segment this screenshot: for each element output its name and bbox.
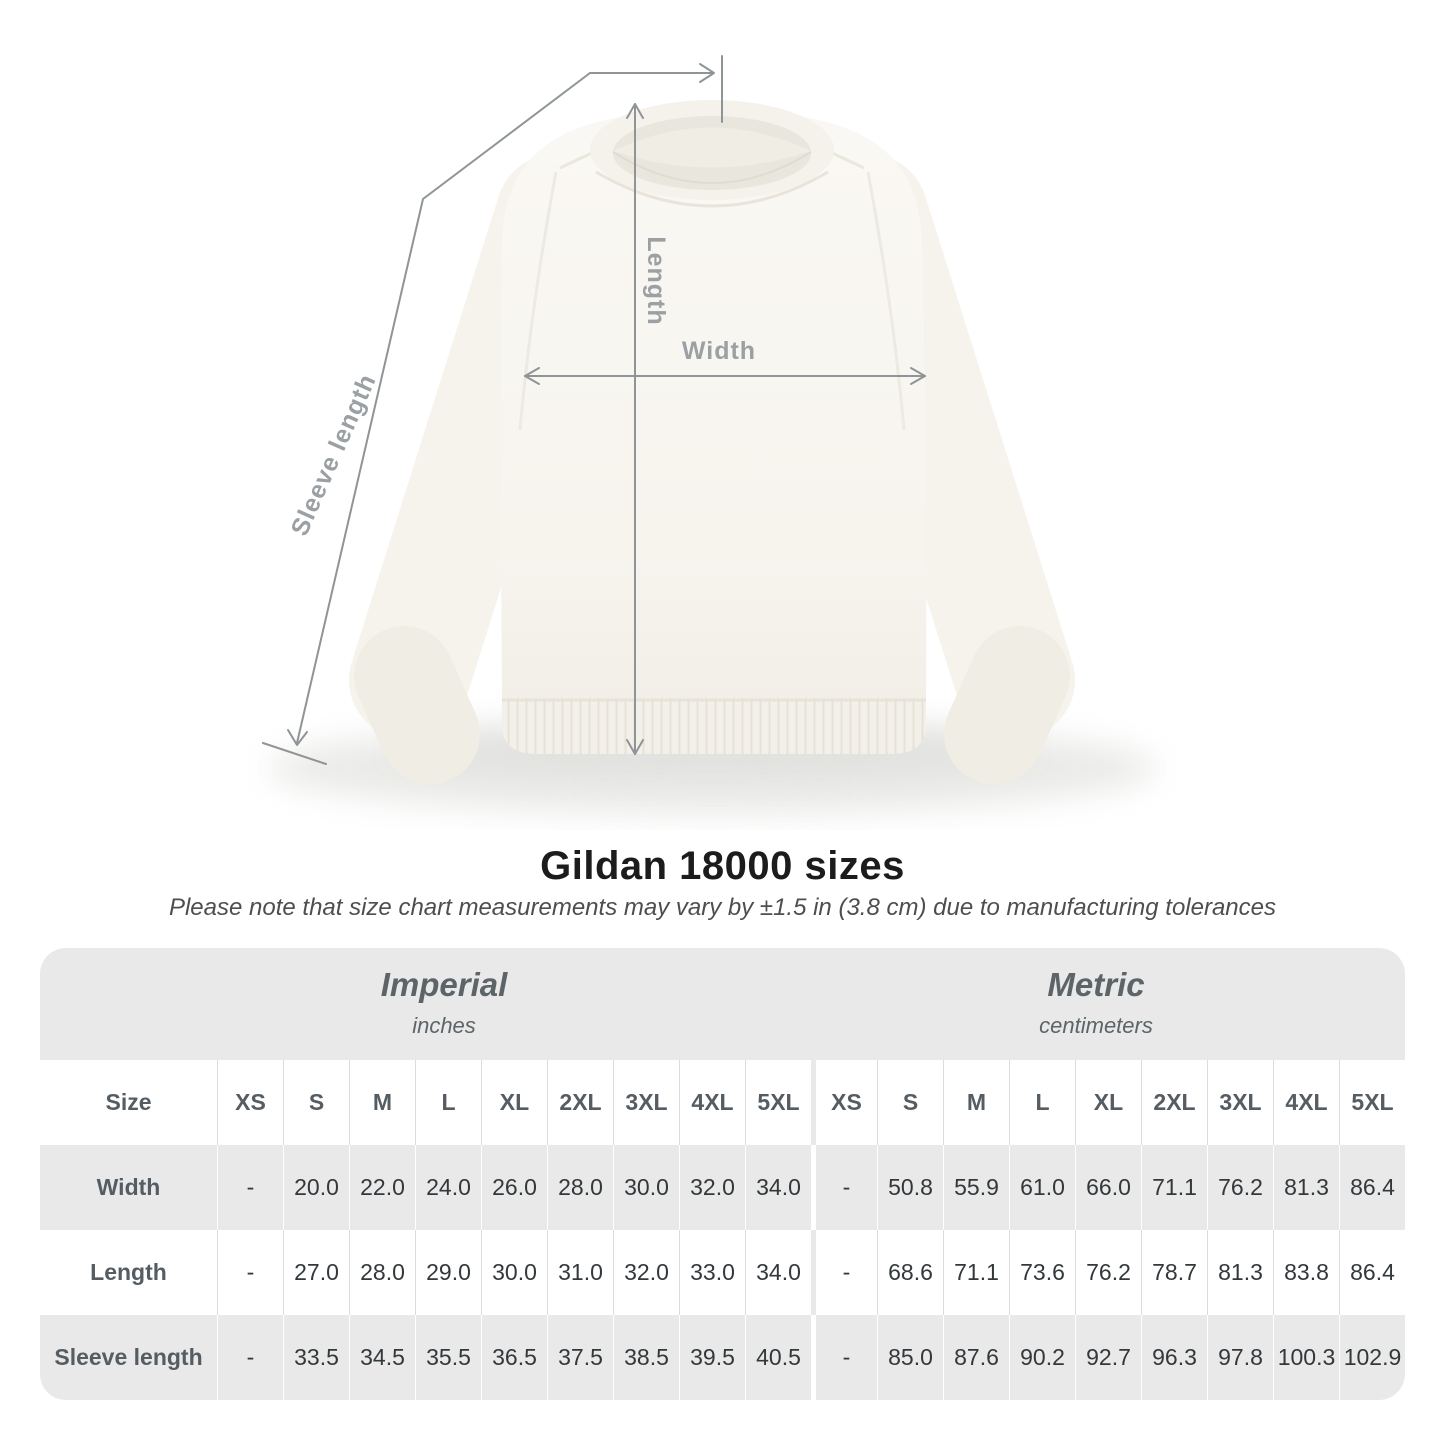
col-header-metric-4xl: 4XL: [1273, 1060, 1339, 1145]
value-cell: 37.5: [547, 1315, 613, 1400]
value-cell: 66.0: [1075, 1145, 1141, 1230]
value-cell: 35.5: [415, 1315, 481, 1400]
table-header-band: [40, 948, 1405, 1060]
col-header-imperial-xl: XL: [481, 1060, 547, 1145]
value-cell: 81.3: [1207, 1230, 1273, 1315]
value-cell: -: [217, 1315, 283, 1400]
size-table: [40, 948, 1405, 1400]
value-cell: 78.7: [1141, 1230, 1207, 1315]
value-cell: -: [811, 1145, 877, 1230]
size-table-grid: [40, 1060, 1405, 1400]
value-cell: 40.5: [745, 1315, 811, 1400]
col-header-imperial-l: L: [415, 1060, 481, 1145]
value-cell: -: [217, 1230, 283, 1315]
value-cell: 55.9: [943, 1145, 1009, 1230]
col-header-metric-xl: XL: [1075, 1060, 1141, 1145]
value-cell: 76.2: [1207, 1145, 1273, 1230]
col-header-imperial-m: M: [349, 1060, 415, 1145]
metric-section-header: [799, 966, 1393, 1039]
imperial-unit: inches: [412, 1013, 476, 1038]
col-header-metric-xs: XS: [811, 1060, 877, 1145]
value-cell: 100.3: [1273, 1315, 1339, 1400]
value-cell: 20.0: [283, 1145, 349, 1230]
col-header-imperial-4xl: 4XL: [679, 1060, 745, 1145]
col-header-imperial-5xl: 5XL: [745, 1060, 811, 1145]
length-label: Length: [642, 236, 670, 326]
value-cell: 76.2: [1075, 1230, 1141, 1315]
value-cell: 22.0: [349, 1145, 415, 1230]
value-cell: 71.1: [943, 1230, 1009, 1315]
value-cell: 36.5: [481, 1315, 547, 1400]
col-header-metric-5xl: 5XL: [1339, 1060, 1405, 1145]
right-cuff: [994, 676, 1020, 734]
value-cell: 30.0: [613, 1145, 679, 1230]
left-cuff: [404, 676, 430, 734]
imperial-section-header: [147, 966, 741, 1039]
value-cell: 71.1: [1141, 1145, 1207, 1230]
value-cell: -: [217, 1145, 283, 1230]
col-header-metric-s: S: [877, 1060, 943, 1145]
value-cell: 33.5: [283, 1315, 349, 1400]
value-cell: 102.9: [1339, 1315, 1405, 1400]
row-label-length: Length: [40, 1230, 217, 1315]
value-cell: 24.0: [415, 1145, 481, 1230]
value-cell: 68.6: [877, 1230, 943, 1315]
value-cell: 32.0: [613, 1230, 679, 1315]
metric-unit: centimeters: [1039, 1013, 1153, 1038]
value-cell: 33.0: [679, 1230, 745, 1315]
value-cell: 29.0: [415, 1230, 481, 1315]
sweatshirt-illustration: [404, 100, 1020, 754]
value-cell: 27.0: [283, 1230, 349, 1315]
value-cell: 39.5: [679, 1315, 745, 1400]
value-cell: -: [811, 1315, 877, 1400]
value-cell: 86.4: [1339, 1230, 1405, 1315]
value-cell: 26.0: [481, 1145, 547, 1230]
value-cell: 28.0: [349, 1230, 415, 1315]
width-label: Width: [681, 337, 757, 365]
waistband: [502, 698, 926, 754]
value-cell: 73.6: [1009, 1230, 1075, 1315]
row-label-width: Width: [40, 1145, 217, 1230]
row-label-sleeve-length: Sleeve length: [40, 1315, 217, 1400]
value-cell: 34.0: [745, 1145, 811, 1230]
value-cell: 85.0: [877, 1315, 943, 1400]
col-header-imperial-s: S: [283, 1060, 349, 1145]
size-column-label: Size: [40, 1060, 217, 1145]
value-cell: 87.6: [943, 1315, 1009, 1400]
page-title: Gildan 18000 sizes: [540, 844, 905, 888]
tolerance-note: Please note that size chart measurements may vary by ±1.5 in (3.8 cm) due to manufacturing tolerances: [168, 894, 1277, 921]
col-header-imperial-2xl: 2XL: [547, 1060, 613, 1145]
value-cell: 32.0: [679, 1145, 745, 1230]
value-cell: 31.0: [547, 1230, 613, 1315]
value-cell: 90.2: [1009, 1315, 1075, 1400]
value-cell: 38.5: [613, 1315, 679, 1400]
value-cell: -: [811, 1230, 877, 1315]
col-header-imperial-3xl: 3XL: [613, 1060, 679, 1145]
col-header-metric-l: L: [1009, 1060, 1075, 1145]
col-header-metric-2xl: 2XL: [1141, 1060, 1207, 1145]
imperial-title: Imperial: [380, 966, 508, 1003]
col-header-metric-3xl: 3XL: [1207, 1060, 1273, 1145]
value-cell: 92.7: [1075, 1315, 1141, 1400]
value-cell: 61.0: [1009, 1145, 1075, 1230]
metric-title: Metric: [1047, 966, 1145, 1003]
col-header-imperial-xs: XS: [217, 1060, 283, 1145]
value-cell: 81.3: [1273, 1145, 1339, 1230]
value-cell: 96.3: [1141, 1315, 1207, 1400]
value-cell: 97.8: [1207, 1315, 1273, 1400]
value-cell: 30.0: [481, 1230, 547, 1315]
value-cell: 34.0: [745, 1230, 811, 1315]
value-cell: 34.5: [349, 1315, 415, 1400]
value-cell: 28.0: [547, 1145, 613, 1230]
value-cell: 50.8: [877, 1145, 943, 1230]
value-cell: 86.4: [1339, 1145, 1405, 1230]
col-header-metric-m: M: [943, 1060, 1009, 1145]
value-cell: 83.8: [1273, 1230, 1339, 1315]
sleeve-length-label: Sleeve length: [285, 369, 382, 540]
